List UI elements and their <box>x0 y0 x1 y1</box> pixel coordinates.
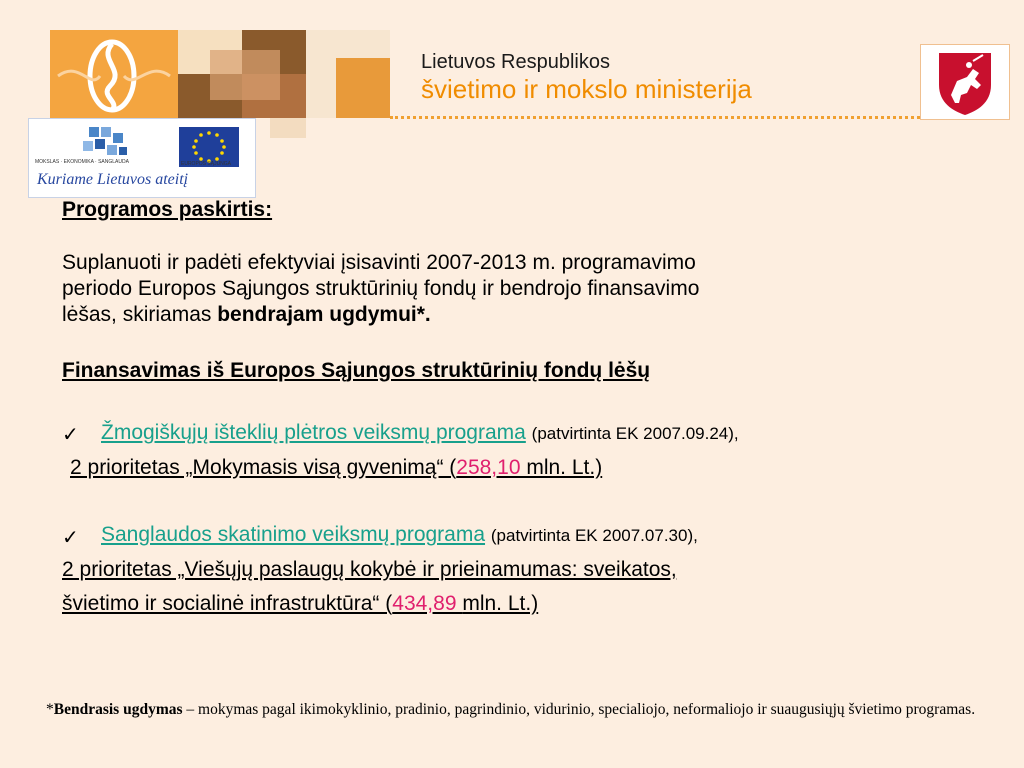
footnote <box>46 698 986 722</box>
program-1-priority-prefix: 2 prioritetas „Mokymasis visą gyvenimą“ ( <box>70 456 457 479</box>
purpose-line-2: periodo Europos Sąjungos struktūrinių fondų ir bendrojo finansavimo <box>62 277 700 300</box>
program-1-priority-suffix: mln. Lt.) <box>520 456 603 479</box>
funding-heading: Finansavimas iš Europos Sąjungos struktūrinių fondų lėšų <box>62 359 651 382</box>
ministry-emblem-icon <box>50 30 178 118</box>
check-icon: ✓ <box>62 527 79 549</box>
ministry-title <box>421 50 752 104</box>
eu-small-left: MOKSLAS · EKONOMIKA · SANGLAUDA <box>35 159 129 165</box>
program-2-priority-prefix: švietimo ir socialinė infrastruktūra“ ( <box>62 592 393 615</box>
program-1-link[interactable]: Žmogiškųjų išteklių plėtros veiksmų programa <box>101 421 526 444</box>
footnote-term: Bendrasis ugdymas <box>53 701 183 718</box>
check-icon: ✓ <box>62 424 79 446</box>
program-2-priority-suffix: mln. Lt.) <box>462 592 539 615</box>
eu-caption: Kuriame Lietuvos ateitį <box>37 171 189 188</box>
purpose-line-1: Suplanuoti ir padėti efektyviai įsisavinti 2007-2013 m. programavimo <box>62 251 696 274</box>
mosaic-logo <box>50 30 390 118</box>
ministry-line-1: Lietuvos Respublikos <box>421 51 610 73</box>
ministry-line-2: švietimo ir mokslo ministerija <box>421 74 752 104</box>
program-2-priority-line-2 <box>62 591 538 617</box>
program-2-note: (patvirtinta EK 2007.07.30), <box>490 526 698 545</box>
footnote-text: – mokymas pagal ikimokyklinio, pradinio, pagrindinio, vidurinio, specialiojo, neformaliojo ir suaugusiųjų švietimo programas. <box>182 701 976 718</box>
program-2-line <box>101 522 698 549</box>
program-2-link[interactable]: Sanglaudos skatinimo veiksmų programa <box>101 523 486 546</box>
program-1-priority <box>70 455 602 481</box>
program-2-amount: 434,89 <box>392 592 463 615</box>
program-1-line <box>101 420 739 447</box>
coat-of-arms-icon <box>921 45 1009 119</box>
purpose-heading: Programos paskirtis: <box>62 198 273 221</box>
eu-logo <box>28 118 256 198</box>
footnote-asterisk: * <box>46 701 54 718</box>
program-1-note: (patvirtinta EK 2007.09.24), <box>531 424 739 443</box>
purpose-line-3 <box>62 302 431 328</box>
purpose-line-3-prefix: lėšas, skiriamas <box>62 303 218 326</box>
program-2-priority-line-1: 2 prioritetas „Viešųjų paslaugų kokybė ir prieinamumas: sveikatos, <box>62 558 677 581</box>
puzzle-icon <box>83 127 127 155</box>
coat-of-arms <box>920 44 1010 120</box>
program-1-amount: 258,10 <box>456 456 521 479</box>
purpose-line-3-bold: bendrajam ugdymui*. <box>217 303 431 326</box>
header-divider <box>390 116 920 119</box>
eu-small-right: EUROPOS SĄJUNGA <box>181 161 232 167</box>
